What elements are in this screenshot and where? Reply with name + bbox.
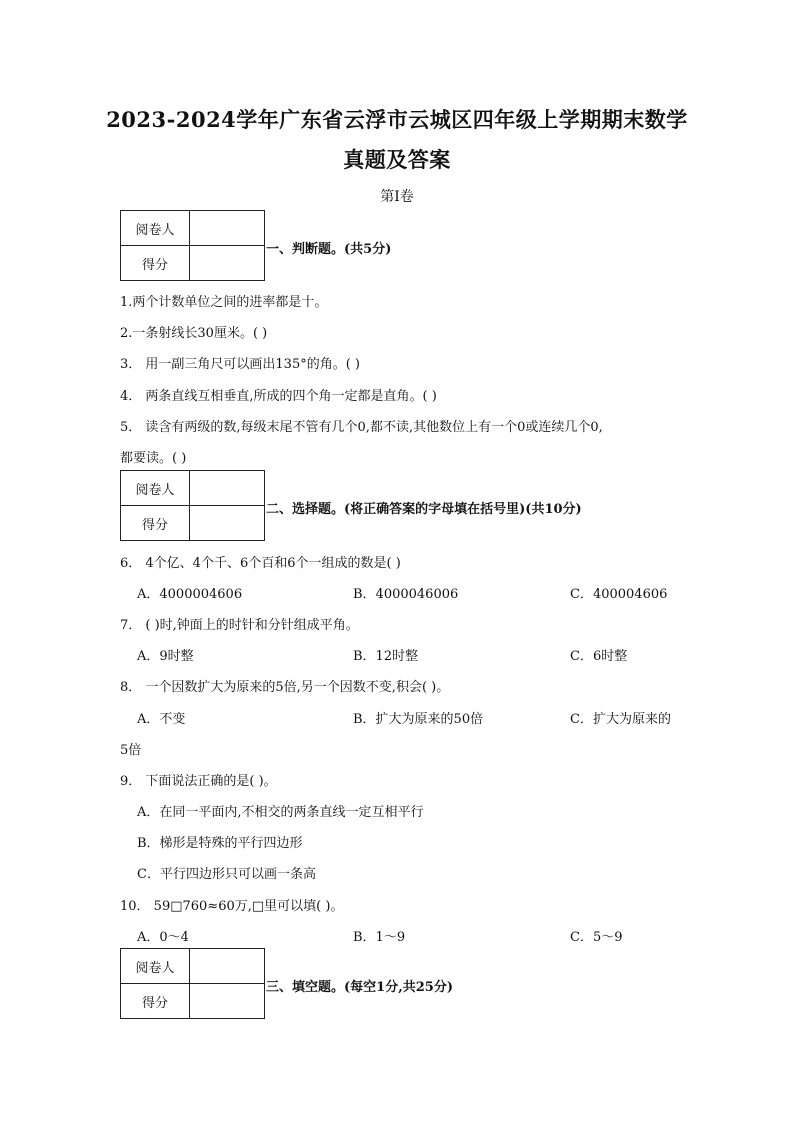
q6-option-c: C．400004606 xyxy=(570,587,668,602)
q8-option-b: B．扩大为原来的50倍 xyxy=(353,712,484,727)
reviewer-label: 阅卷人 xyxy=(121,949,190,984)
score-box-3 xyxy=(120,948,265,1019)
q6-option-b: B．4000046006 xyxy=(353,587,459,602)
reviewer-label: 阅卷人 xyxy=(121,471,190,506)
score-label: 得分 xyxy=(121,246,190,281)
section-heading-1: 一、判断题。(共5分) xyxy=(266,242,392,257)
question-8: 8． 一个因数扩大为原来的5倍,另一个因数不变,积会( )。 xyxy=(120,680,450,695)
question-1: 1.两个计数单位之间的进率都是十。 xyxy=(120,295,328,310)
reviewer-cell xyxy=(190,211,265,246)
q8-option-a: A．不变 xyxy=(137,712,186,727)
q9-option-a: A．在同一平面内,不相交的两条直线一定互相平行 xyxy=(137,805,424,820)
q8-option-c: C．扩大为原来的 xyxy=(570,712,671,727)
q7-option-b: B．12时整 xyxy=(353,649,419,664)
section-heading-2: 二、选择题。(将正确答案的字母填在括号里)(共10分) xyxy=(266,502,582,517)
score-cell xyxy=(190,506,265,541)
question-10: 10． 59□760≈60万,□里可以填( )。 xyxy=(120,899,344,914)
question-5: 5． 读含有两级的数,每级末尾不管有几个0,都不读,其他数位上有一个0或连续几个0, xyxy=(120,420,603,435)
question-3: 3． 用一副三角尺可以画出135°的角。( ) xyxy=(120,357,360,372)
question-4: 4． 两条直线互相垂直,所成的四个角一定都是直角。( ) xyxy=(120,389,437,404)
score-label: 得分 xyxy=(121,506,190,541)
q8-option-c-continued: 5倍 xyxy=(120,743,142,758)
question-7: 7． ( )时,钟面上的时针和分针组成平角。 xyxy=(120,618,359,633)
q10-option-c: C．5～9 xyxy=(570,930,623,945)
question-5-continued: 都要读。( ) xyxy=(120,451,187,466)
q7-option-c: C．6时整 xyxy=(570,649,628,664)
question-2: 2.一条射线长30厘米。( ) xyxy=(120,326,268,341)
question-9: 9． 下面说法正确的是( )。 xyxy=(120,774,277,789)
score-cell xyxy=(190,246,265,281)
score-cell xyxy=(190,984,265,1019)
q10-option-b: B．1～9 xyxy=(353,930,406,945)
question-6: 6． 4个亿、4个千、6个百和6个一组成的数是( ) xyxy=(120,556,401,571)
document-title-line-1: 2023-2024学年广东省云浮市云城区四年级上学期期末数学 xyxy=(106,107,688,132)
document-title-line-2: 真题及答案 xyxy=(343,147,451,172)
score-box-2 xyxy=(120,470,265,541)
q10-option-a: A．0～4 xyxy=(137,930,189,945)
volume-label: 第Ⅰ卷 xyxy=(380,189,414,205)
reviewer-label: 阅卷人 xyxy=(121,211,190,246)
score-box-1 xyxy=(120,210,265,281)
q6-option-a: A．4000004606 xyxy=(137,587,243,602)
q7-option-a: A．9时整 xyxy=(137,649,194,664)
q9-option-b: B．梯形是特殊的平行四边形 xyxy=(137,836,303,851)
score-label: 得分 xyxy=(121,984,190,1019)
q9-option-c: C．平行四边形只可以画一条高 xyxy=(137,867,316,882)
reviewer-cell xyxy=(190,949,265,984)
section-heading-3: 三、填空题。(每空1分,共25分) xyxy=(266,980,453,995)
reviewer-cell xyxy=(190,471,265,506)
